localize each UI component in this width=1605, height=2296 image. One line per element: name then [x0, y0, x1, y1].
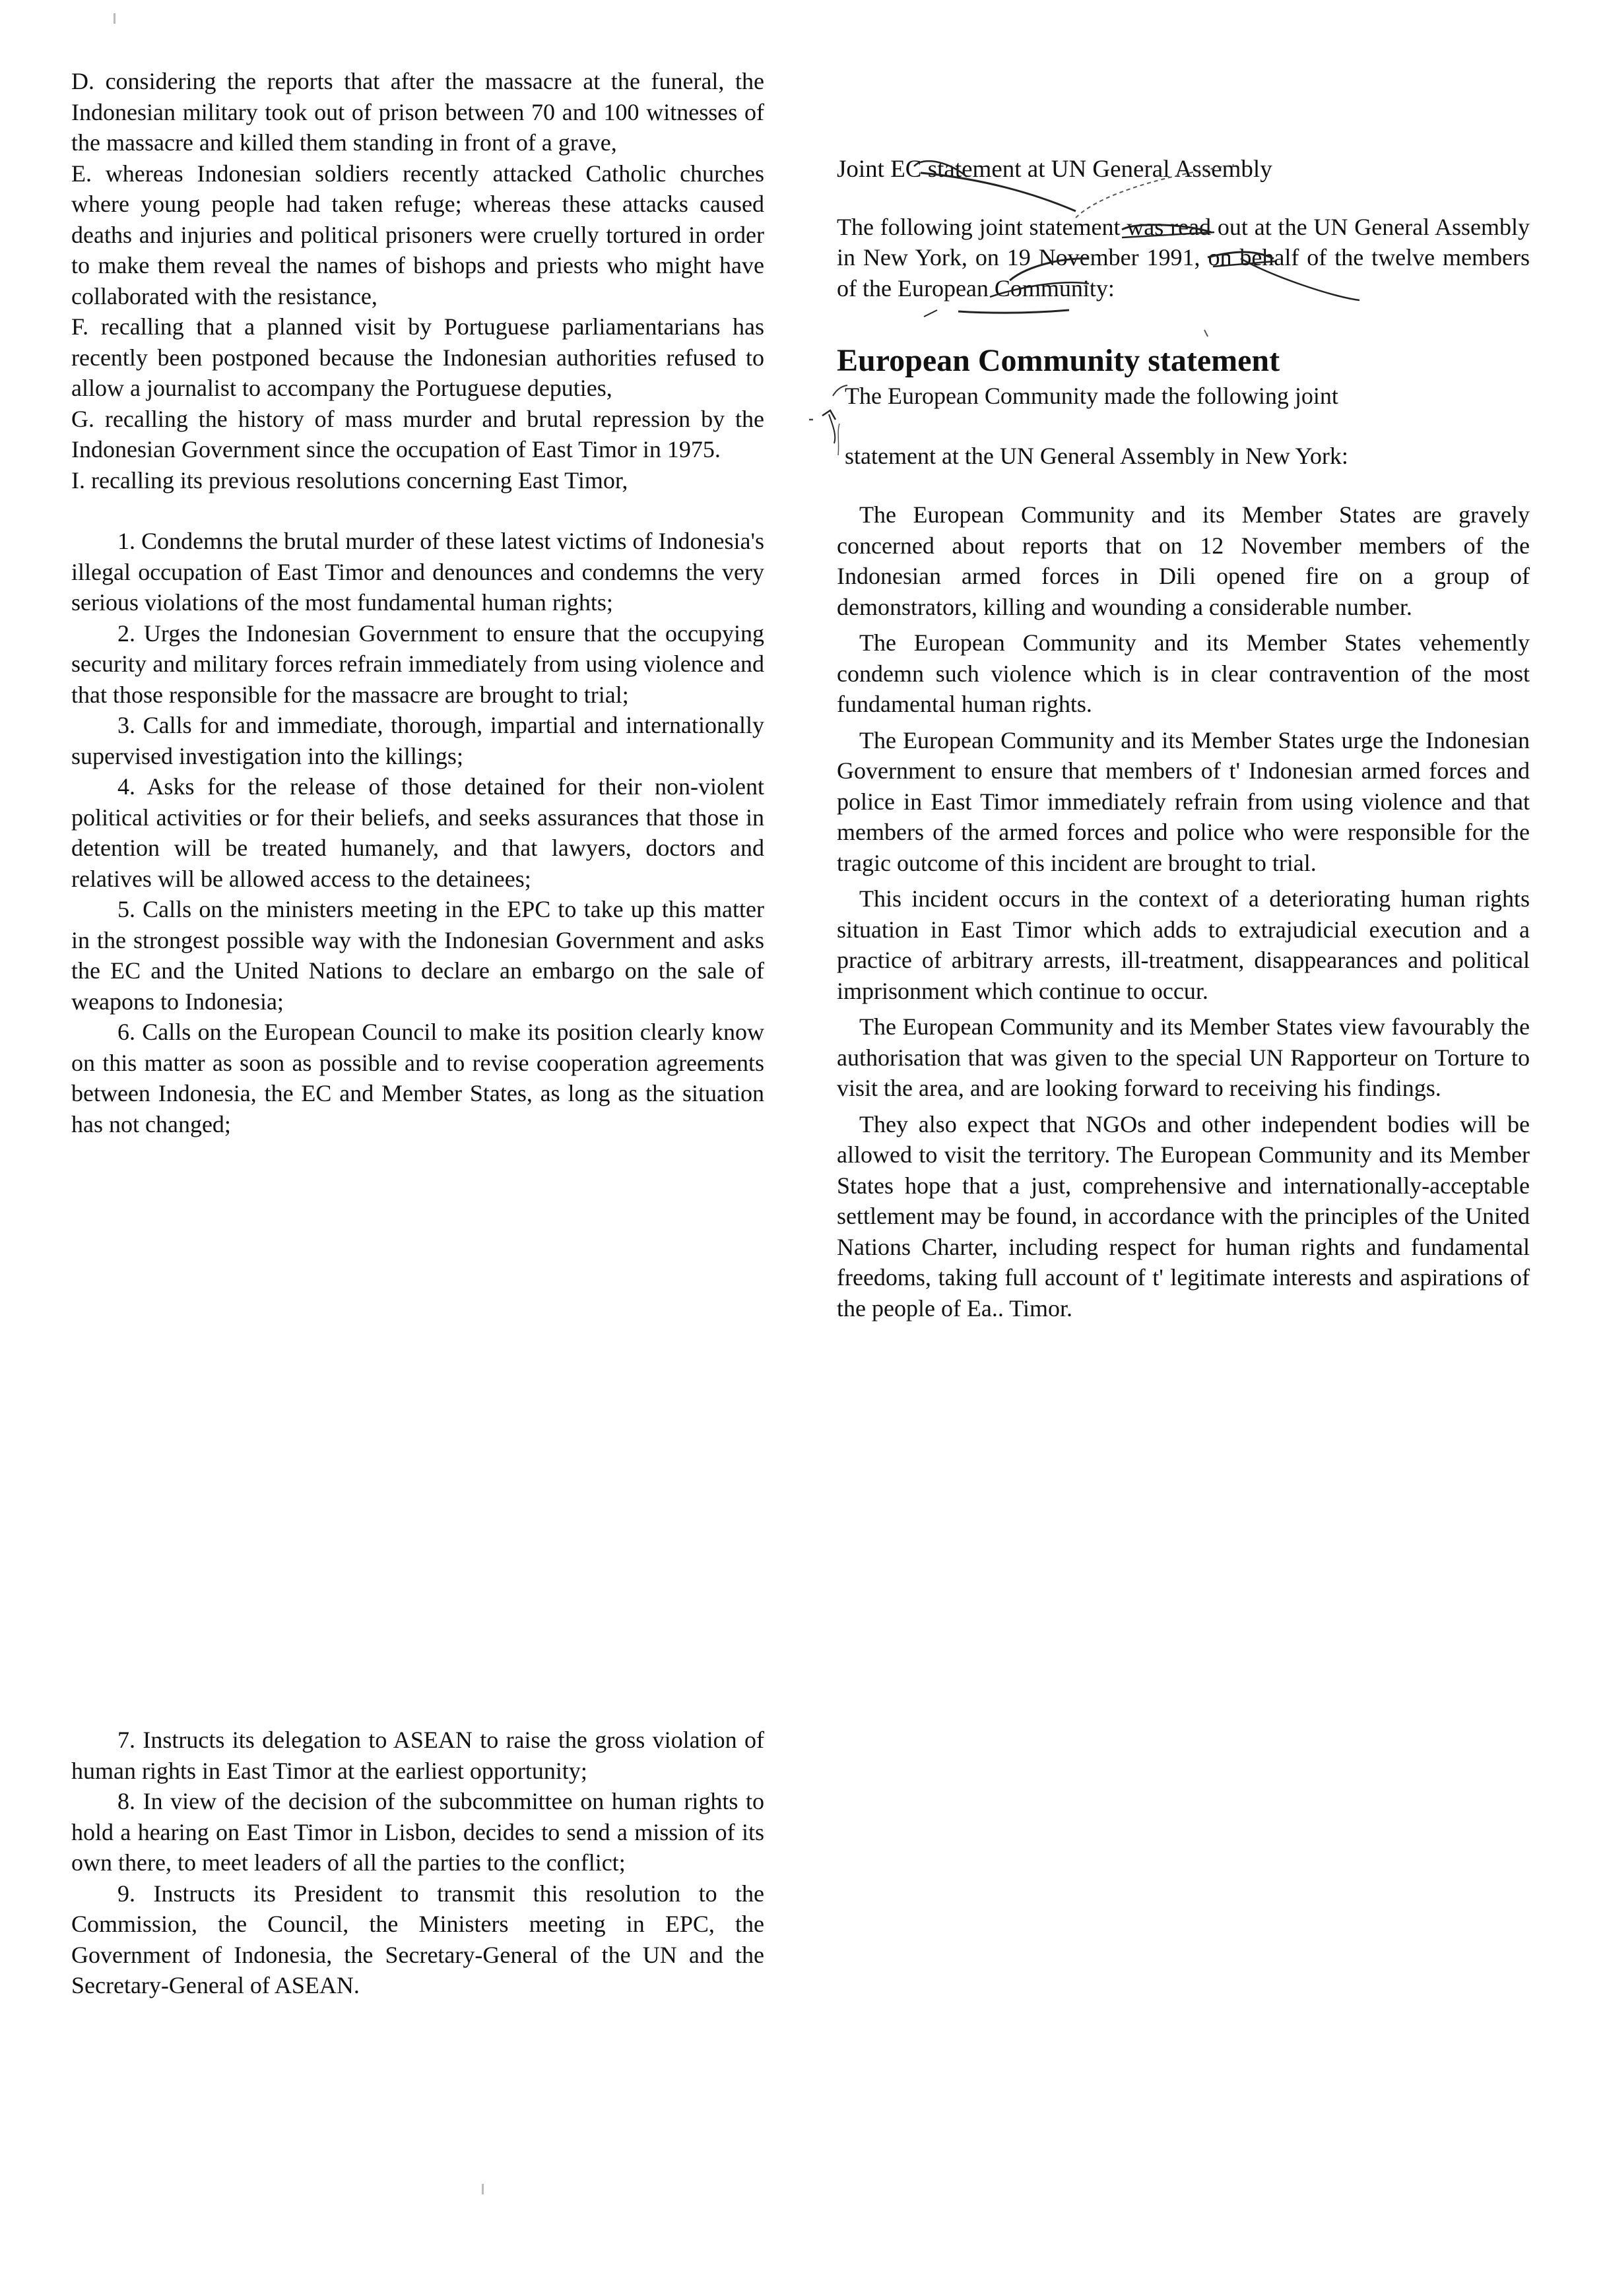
- resolution-point-4: 4. Asks for the release of those detained for their non-violent political activities or for their beliefs, and seeks assurances that those in detention will be treated humanely, and that lawyers, doctors and relatives will be allowed access to the detainees;: [71, 773, 764, 892]
- statement-paragraph-5: The European Community and its Member States view favourably the authorisation that was given to the special UN Rapporteur on Torture to visit the area, and are looking forward to receiving his findings.: [837, 1013, 1530, 1101]
- resolution-continuation-column: [71, 1725, 764, 2001]
- statement-body-column: [837, 499, 1530, 1323]
- resolution-point-6: 6. Calls on the European Council to make its position clearly know on this matter as soon as possible and to revise cooperation agreements between Indonesia, the EC and Member States, as long as the situation has not changed;: [71, 1019, 764, 1137]
- resolution-point-1: 1. Condemns the brutal murder of these latest victims of Indonesia's illegal occupation of East Timor and denounces and condemns the very serious violations of the most fundamental human rights;: [71, 528, 764, 616]
- joint-statement-note: [837, 154, 1530, 303]
- statement-paragraph-3: The European Community and its Member States urge the Indonesian Government to ensure that members of t' Indonesian armed forces and police in East Timor immediately refrain from using violence and that members of the armed forces and police who were responsible for the tragic outcome of this incident are brought to trial.: [837, 726, 1530, 876]
- statement-lead-line-2: statement at the UN General Assembly in New York:: [845, 443, 1348, 469]
- scan-speck: [114, 13, 115, 24]
- resolution-point-5: 5. Calls on the ministers meeting in the EPC to take up this matter in the strongest possible way with the Indonesian Government and asks the EC and the United Nations to declare an embargo on the sale of weapons to Indonesia;: [71, 896, 764, 1015]
- recital-g: G. recalling the history of mass murder and brutal repression by the Indonesian Government since the occupation of East Timor in 1975.: [71, 405, 764, 462]
- recital-i: I. recalling its previous resolutions concerning East Timor,: [71, 466, 628, 494]
- statement-paragraph-1: The European Community and its Member States are gravely concerned about reports that on 12 November members of the Indonesian armed forces in Dili opened fire on a group of demonstrators, killing and wounding a considerable number.: [837, 501, 1530, 620]
- joint-statement-intro: The following joint statement was read out at the UN General Assembly in New York, on 19 November 1991, on behalf of the twelve members of the European Community:: [837, 213, 1530, 302]
- resolution-point-3: 3. Calls for and immediate, thorough, impartial and internationally supervised investigation into the killings;: [71, 712, 764, 769]
- resolution-point-7: 7. Instructs its delegation to ASEAN to raise the gross violation of human rights in East Timor at the earliest opportunity;: [71, 1727, 764, 1784]
- recital-f: F. recalling that a planned visit by Portuguese parliamentarians has recently been postponed because the Indonesian authorities refused to allow a journalist to accompany the Portuguese deputies,: [71, 313, 764, 401]
- statement-title: European Community statement: [837, 343, 1280, 378]
- joint-statement-heading: Joint EC statement at UN General Assembly: [837, 156, 1272, 183]
- scan-speck: [482, 2184, 484, 2194]
- resolution-recitals-column: [71, 66, 764, 1139]
- resolution-point-9: 9. Instructs its President to transmit this resolution to the Commission, the Council, the Ministers meeting in EPC, the Government of Indonesia, the Secretary-General of the UN and the Secretary-General of ASEAN.: [71, 1880, 764, 1998]
- resolution-point-2: 2. Urges the Indonesian Government to ensure that the occupying security and military forces refrain immediately from using violence and that those responsible for the massacre are brought to trial;: [71, 620, 764, 708]
- statement-paragraph-2: The European Community and its Member States vehemently condemn such violence which is in clear contravention of the most fundamental human rights.: [837, 629, 1530, 717]
- statement-lead-line-1: The European Community made the following joint: [845, 383, 1338, 409]
- recital-e: E. whereas Indonesian soldiers recently attacked Catholic churches where young people had taken refuge; whereas these attacks caused deaths and injuries and political prisoners were cruelly tortured in order to make them reveal the names of bishops and priests who might have collaborated with the resistance,: [71, 160, 764, 309]
- resolution-point-8: 8. In view of the decision of the subcommittee on human rights to hold a hearing on East Timor in Lisbon, decides to send a mission of its own there, to meet leaders of all the parties to the conflict;: [71, 1788, 764, 1876]
- statement-paragraph-4: This incident occurs in the context of a deteriorating human rights situation in East Timor which adds to extrajudicial execution and a practice of arbitrary arrests, ill-treatment, disappearances and political imprisonment which continue to occur.: [837, 885, 1530, 1004]
- recital-d: D. considering the reports that after the massacre at the funeral, the Indonesian military took out of prison between 70 and 100 witnesses of the massacre and killed them standing in front of a grave,: [71, 68, 764, 156]
- statement-paragraph-6: They also expect that NGOs and other independent bodies will be allowed to visit the territory. The European Community and its Member States hope that a just, comprehensive and internationally-acceptable settlement may be found, in accordance with the principles of the United Nations Charter, including respect for human rights and fundamental freedoms, taking full account of t' legitimate interests and aspirations of the people of Ea.. Timor.: [837, 1110, 1530, 1322]
